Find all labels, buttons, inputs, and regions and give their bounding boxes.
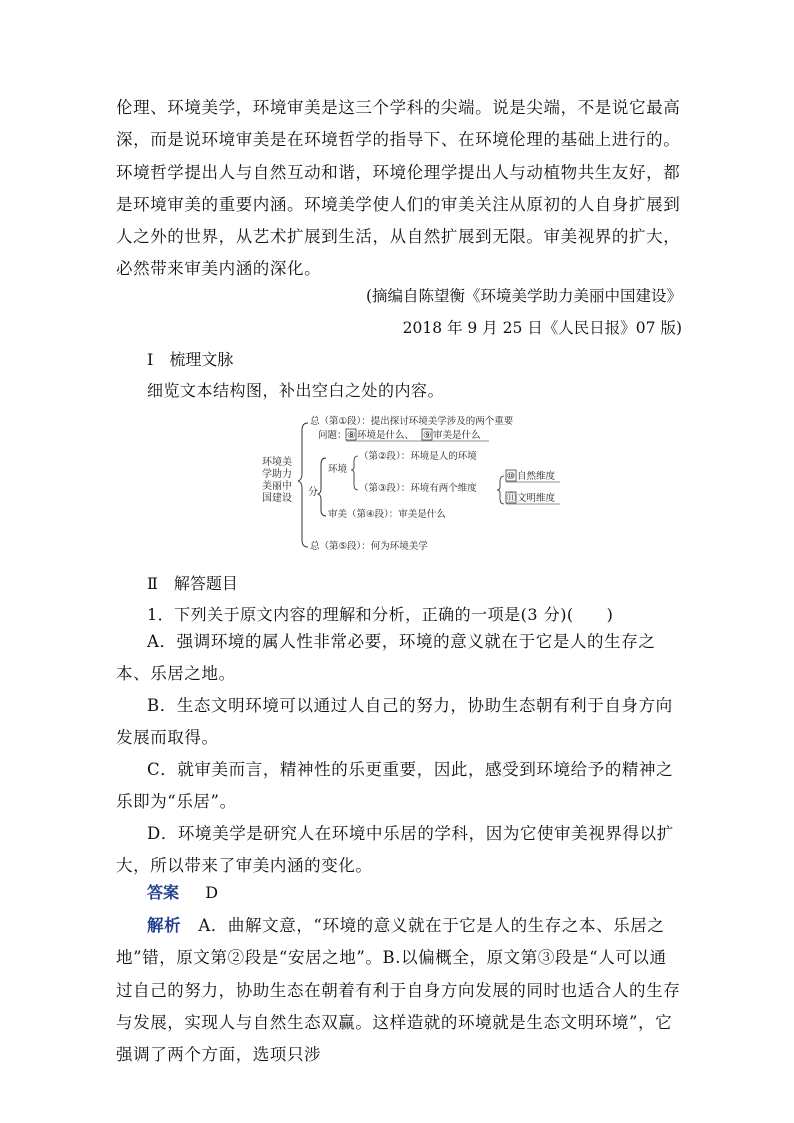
diagram-root-line: 美丽中: [262, 481, 292, 492]
diagram-root-line: 环境美: [262, 457, 292, 468]
blank-number-11: ⑪: [506, 493, 517, 504]
answer-line: [147, 880, 218, 903]
fen-brace: [318, 458, 326, 516]
diagram-dim2: 文明维度: [517, 493, 556, 504]
diagram-dim1: 自然维度: [517, 471, 556, 482]
diagram-wenti-a: 环境是什么、: [357, 430, 415, 441]
option-c: C．就审美而言，精神性的乐更重要，因此，感受到环境给予的精神之乐即为“乐居”。: [116, 760, 674, 812]
diagram-zong5: 总（第⑤段）：何为环境美学: [310, 541, 428, 552]
section-title-outline: Ⅰ 梳理文脉: [147, 350, 234, 369]
outline-instruction: 细览文本结构图，补出空白之处的内容。: [147, 381, 445, 400]
huanjing-brace: [351, 456, 358, 490]
section-title-questions: Ⅱ 解答题目: [147, 574, 238, 593]
question-stem: 1．下列关于原文内容的理解和分析，正确的一项是(3 分)( ): [147, 605, 614, 624]
option-a: A．强调环境的属人性非常必要，环境的意义就在于它是人的生存之本、乐居之地。: [116, 632, 656, 684]
structure-diagram: [260, 410, 580, 555]
diagram-root-line: 国建设: [262, 493, 292, 504]
answer-value: D: [205, 883, 219, 902]
diagram-zong1: 总（第①段）：提出探讨环境美学涉及的两个重要: [310, 416, 514, 427]
diagram-root-line: 学助力: [262, 469, 292, 480]
diagram-wenti-b: 审美是什么: [433, 430, 481, 441]
diagram-fen: 分: [308, 487, 318, 498]
diagram-para3: （第③段）：环境有两个维度: [359, 483, 477, 494]
diagram-para2: （第②段）：环境是人的环境: [359, 451, 477, 462]
diagram-para4: 审美（第④段）：审美是什么: [328, 509, 446, 520]
blank-number-9: ⑨: [423, 430, 432, 441]
passage-paragraph: 伦理、环境美学，环境审美是这三个学科的尖端。说是尖端，不是说它最高深，而是说环境审美是在环境哲学的指导下、在环境伦理的基础上进行的。环境哲学提出人与自然互动和谐，环境伦理学提出人与动植物共生友好，都是环境审美的重要内涵。环境美学使人们的审美关注从原初的人自身扩展到人之外的世界，从艺术扩展到生活，从自然扩展到无限。审美视界的扩大，必然带来审美内涵的深化。: [116, 98, 681, 279]
main-brace: [298, 423, 308, 547]
option-b: B．生态文明环境可以通过人自己的努力，协助生态朝有利于自身方向发展而取得。: [116, 696, 673, 748]
answer-label: 答案: [147, 883, 180, 902]
dimension-brace: [497, 476, 504, 504]
explanation: [116, 910, 682, 1071]
blank-number-10: ⑩: [506, 471, 516, 482]
source-citation-line2: 2018 年 9 月 25 日《人民日报》07 版): [402, 319, 682, 337]
blank-number-8: ⑧: [347, 430, 356, 441]
explanation-text: A．曲解文意，“环境的意义就在于它是人的生存之本、乐居之地”错，原文第②段是“安居之地”。B.以偏概全，原文第③段是“人可以通过自己的努力，协助生态在朝着有利于自身方向发展的同时也适合人的生存与发展，实现人与自然生态双赢。这样造就的环境就是生态文明环境”，它强调了两个方面，选项只涉: [116, 916, 681, 1065]
option-d: D．环境美学是研究人在环境中乐居的学科，因为它使审美视界得以扩大，所以带来了审美内涵的变化。: [116, 824, 674, 876]
diagram-huanjing: 环境: [328, 464, 348, 475]
diagram-wenti-label: 问题：: [318, 430, 347, 441]
source-citation-line1: (摘编自陈望衡《环境美学助力美丽中国建设》: [365, 287, 682, 305]
explanation-label: 解析: [147, 916, 182, 935]
